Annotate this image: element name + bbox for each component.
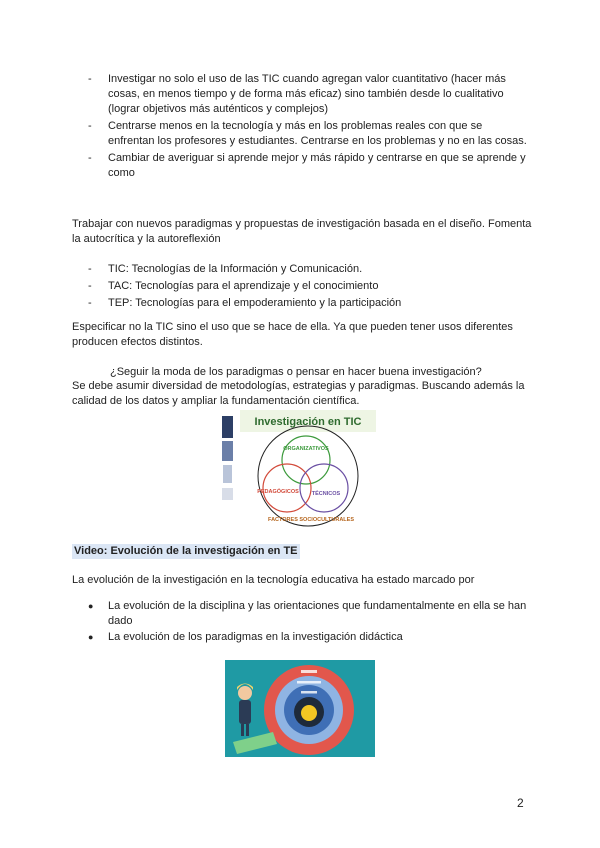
dash-marker: - [88, 263, 92, 275]
paragraph-specify-use: Especificar no la TIC sino el uso que se hace de ella. Ya que pueden tener usos diferentes producen efectos distintos. [72, 321, 513, 348]
list-item: ● La evolución de la disciplina y las orientaciones que fundamentalmente en ella se han dado [88, 600, 527, 627]
book-cover-icon [222, 488, 233, 500]
character-leg [241, 724, 244, 736]
organizativos-label: ORGANIZATIVOS [283, 446, 329, 452]
dash-marker: - [88, 120, 92, 132]
book-cover-icon [222, 416, 233, 438]
factores-label: FACTORES SOCIOCULTURALES [268, 517, 354, 523]
paragraph-design-research: Trabajar con nuevos paradigmas y propuestas de investigación basada en el diseño. Fomenta la autocrítica y la autoreflexión [72, 218, 532, 245]
acronym-list [88, 262, 528, 313]
list-item: - TAC: Tecnologías para el aprendizaje y el conocimiento [88, 280, 379, 292]
investigacion-tic-diagram [218, 410, 378, 528]
list-item: - Investigar no solo el uso de las TIC cuando agregan valor cuantitativo (hacer más cosas, en menos tiempo y de forma más eficaz) sino también desde lo cualitativo (lograr objetivos más auténticos y complejos) [88, 73, 506, 115]
list-item: - TEP: Tecnologías para el empoderamiento y la participación [88, 297, 402, 309]
question-line: ¿Seguir la moda de los paradigmas o pensar en hacer buena investigación? [110, 366, 482, 378]
list-item: - Centrarse menos en la tecnología y más en los problemas reales con que se enfrentan los profesores y estudiantes. Centrarse en los problemas y no en las cosas. [88, 120, 527, 147]
book-cover-icon [223, 465, 232, 483]
paragraph-diversity: Se debe asumir diversidad de metodologías, estrategias y paradigmas. Buscando además la calidad de los datos y ampliar la fundamentación científica. [72, 380, 525, 407]
list-item: ● La evolución de los paradigmas en la investigación didáctica [88, 631, 403, 643]
dash-marker: - [88, 297, 92, 309]
intro-dash-list [88, 72, 528, 183]
tecnicos-label: TÉCNICOS [311, 491, 341, 497]
evolution-rings-illustration [225, 660, 375, 757]
list-item: - Cambiar de averiguar si aprende mejor y más rápido y centrarse en que se aprende y como [88, 152, 526, 179]
dash-marker: - [88, 152, 92, 164]
dash-marker: - [88, 280, 92, 292]
character-body [239, 700, 251, 724]
paragraph-evolution: La evolución de la investigación en la tecnología educativa ha estado marcado por [72, 574, 475, 586]
bullet-marker: ● [88, 632, 94, 642]
dash-marker: - [88, 73, 92, 85]
core-circle [301, 705, 317, 721]
diagram-title: Investigación en TIC [254, 416, 362, 428]
evolution-bullet-list [88, 599, 528, 646]
ring-label-mark [301, 691, 317, 694]
book-cover-icon [222, 441, 233, 461]
tecnicos-circle [300, 464, 348, 512]
video-heading: Video: Evolución de la investigación en TE [74, 545, 298, 557]
pedagogicos-label: PEDAGÓGICOS [257, 489, 299, 495]
ring-label-mark [297, 681, 321, 684]
list-item: - TIC: Tecnologías de la Información y Comunicación. [88, 263, 363, 275]
organizativos-circle [282, 436, 330, 484]
ring-label-mark [301, 670, 317, 673]
bullet-marker: ● [88, 601, 94, 611]
page-number: 2 [517, 796, 524, 810]
character-head [238, 686, 252, 700]
pedagogicos-circle [263, 464, 311, 512]
character-leg [246, 724, 249, 736]
